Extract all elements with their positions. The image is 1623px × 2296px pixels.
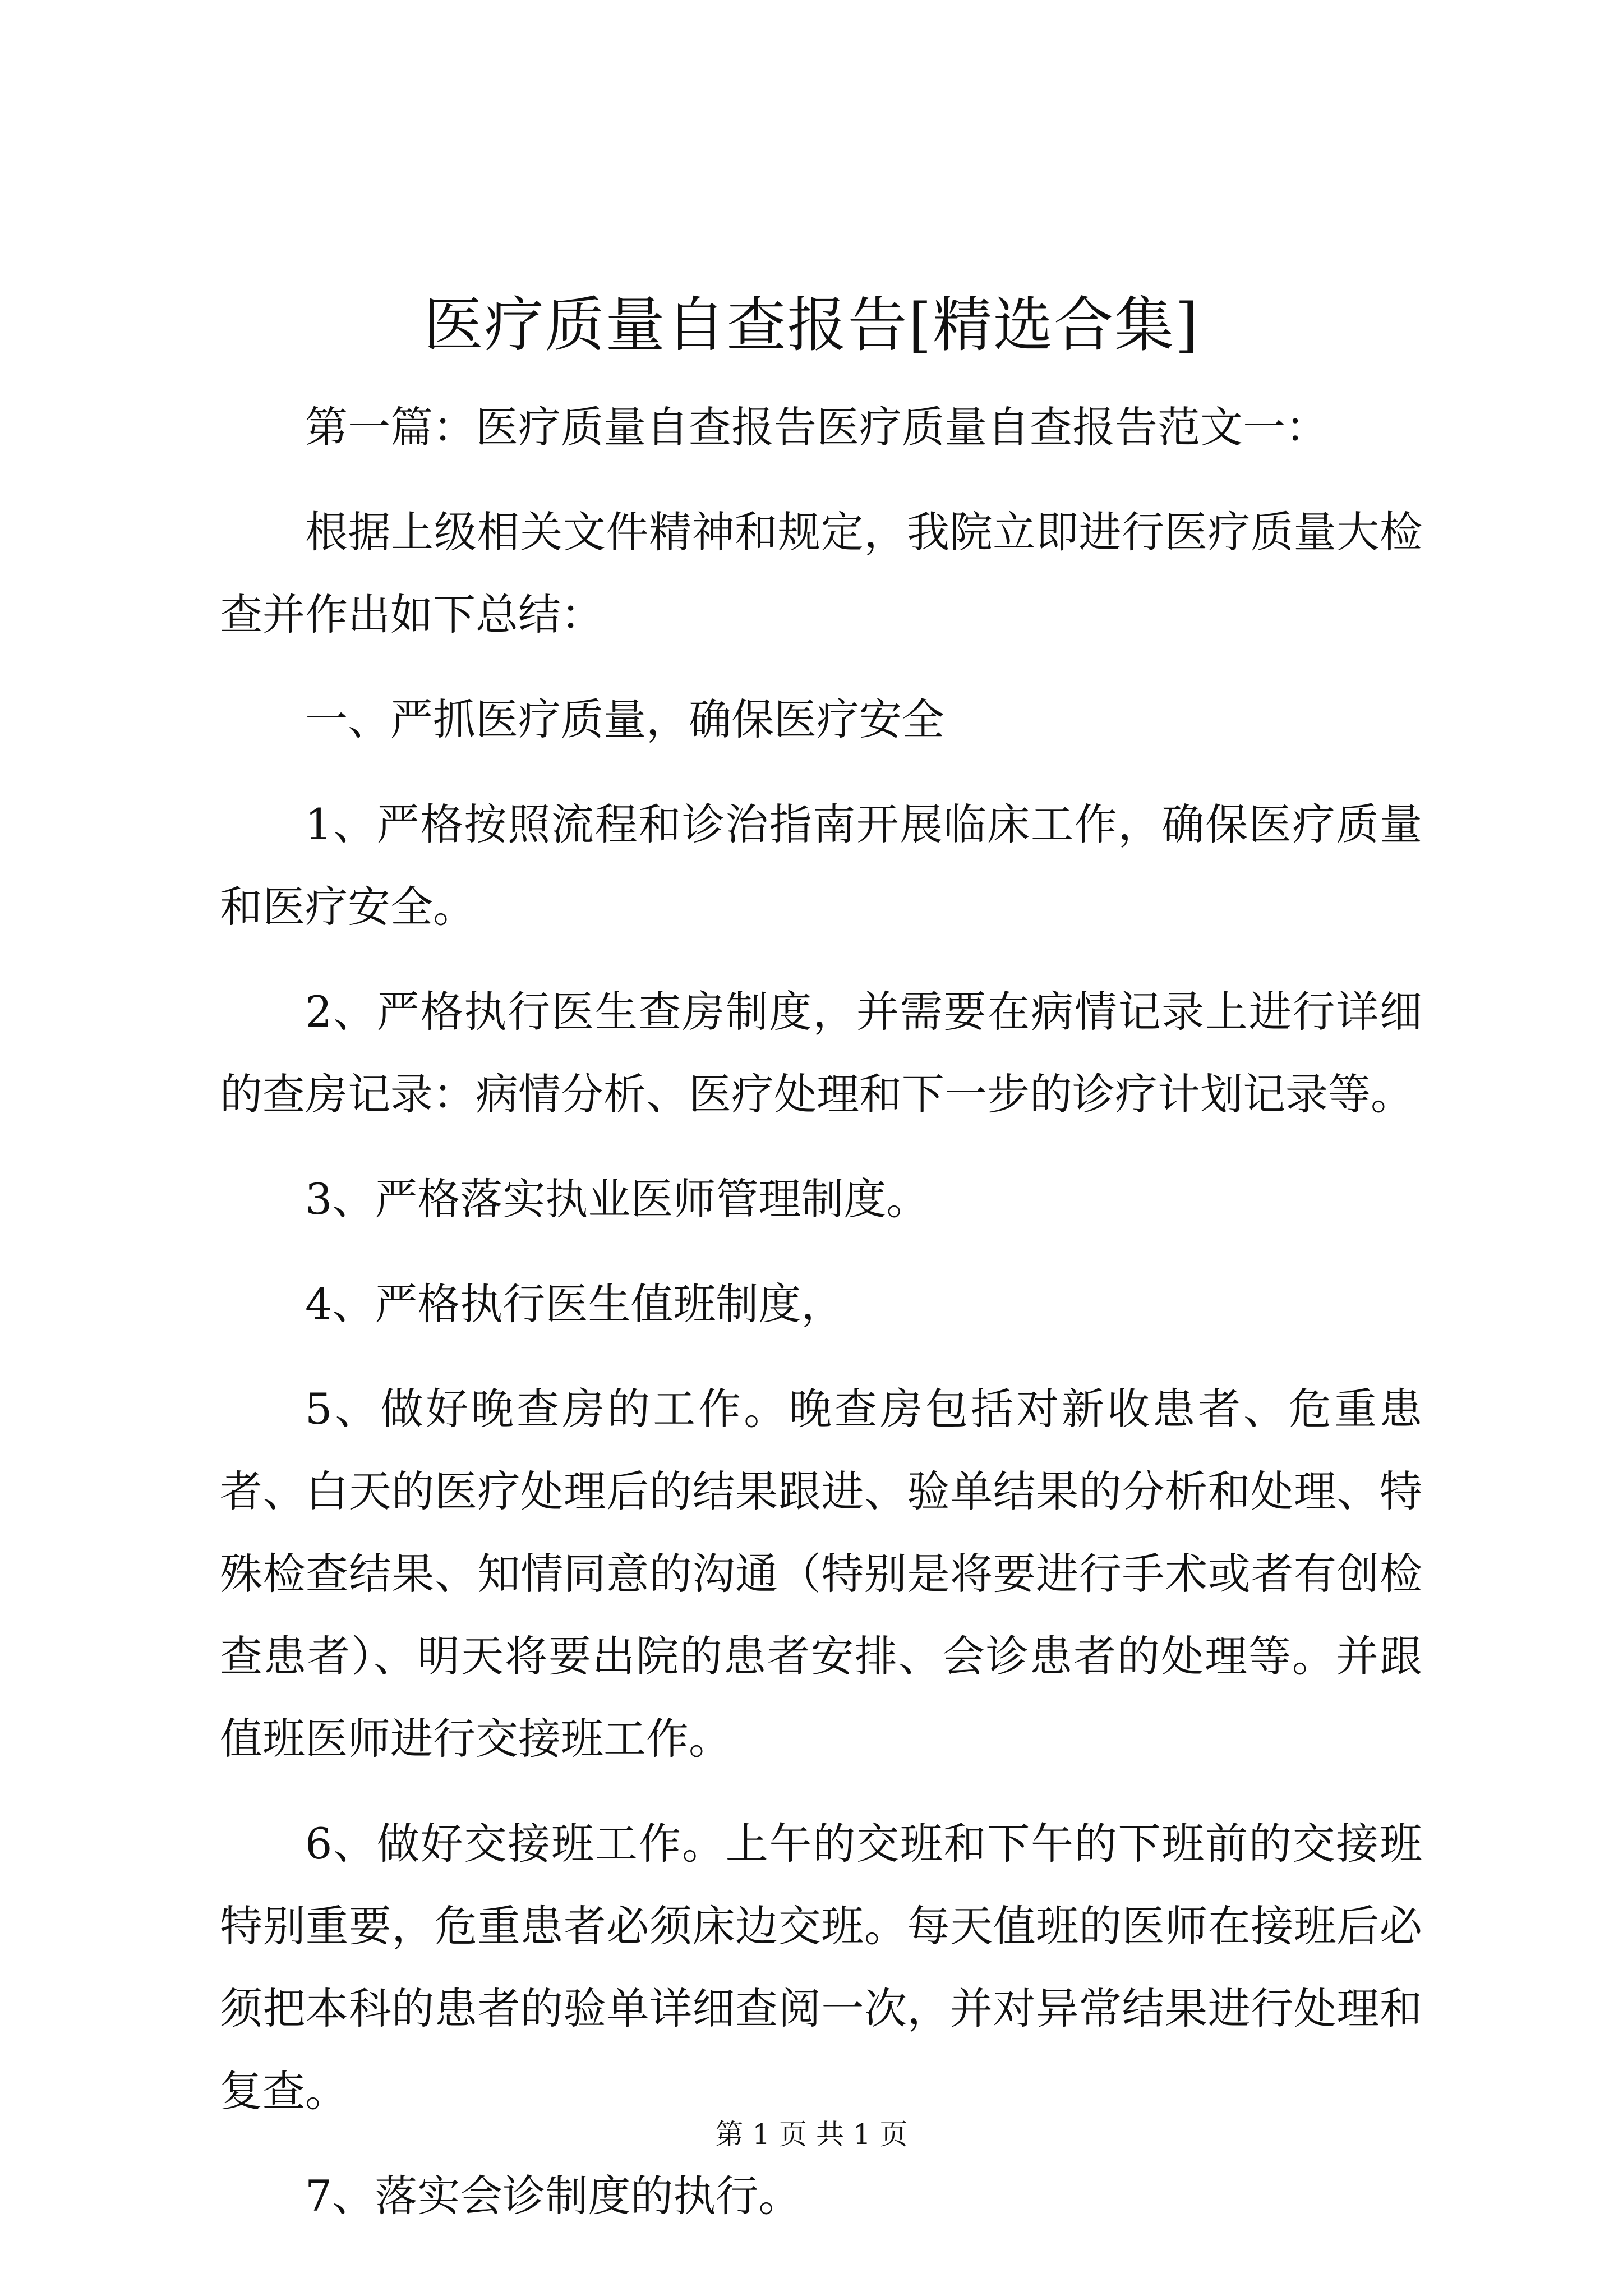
paragraph-item-1: 1、严格按照流程和诊治指南开展临床工作，确保医疗质量和医疗安全。	[220, 799, 1422, 932]
document-body	[220, 386, 1422, 2260]
paragraph-intro: 根据上级相关文件精神和规定，我院立即进行医疗质量大检查并作出如下总结：	[220, 507, 1422, 639]
paragraph-item-6: 6、做好交接班工作。上午的交班和下午的下班前的交接班特别重要，危重患者必须床边交班。每天值班的医师在接班后必须把本科的患者的验单详细查阅一次，并对异常结果进行处理和复查。	[220, 1819, 1422, 2116]
document-title: 医疗质量自查报告[精选合集]	[423, 291, 1200, 360]
paragraph-section-heading: 第一篇：医疗质量自查报告医疗质量自查报告范文一：	[305, 402, 1328, 452]
paragraph-subheading: 一、严抓医疗质量，确保医疗安全	[305, 694, 944, 744]
paragraph-item-5: 5、做好晚查房的工作。晚查房包括对新收患者、危重患者、白天的医疗处理后的结果跟进、验单结果的分析和处理、特殊检查结果、知情同意的沟通（特别是将要进行手术或者有创检查患者）、明天将要出院的患者安排、会诊患者的处理等。并跟值班医师进行交接班工作。	[220, 1384, 1422, 1764]
paragraph-item-3: 3、严格落实执业医师管理制度。	[305, 1174, 929, 1224]
paragraph-item-7: 7、落实会诊制度的执行。	[305, 2171, 801, 2221]
page-footer: 第 1 页 共 1 页	[715, 2118, 908, 2151]
paragraph-item-2: 2、严格执行医生查房制度，并需要在病情记录上进行详细的查房记录：病情分析、医疗处理和下一步的诊疗计划记录等。	[220, 987, 1422, 1119]
paragraph-item-4: 4、严格执行医生值班制度，	[305, 1279, 844, 1329]
